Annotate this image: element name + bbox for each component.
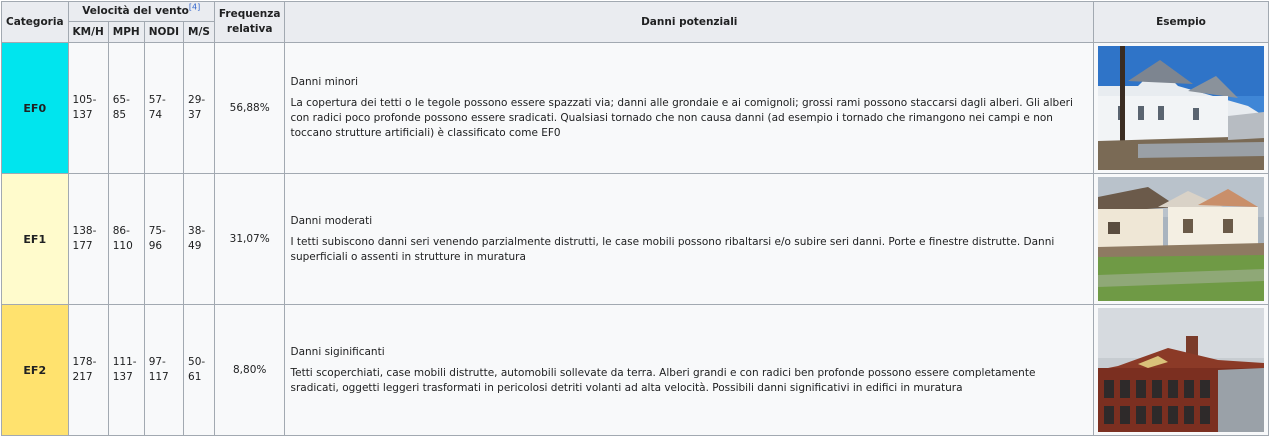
speed-nodi: 75-96 — [144, 174, 183, 305]
table-row — [2, 305, 1269, 436]
header-unit-kmh: KM/H — [68, 22, 108, 43]
category-cell: EF2 — [2, 305, 69, 436]
damage-title: Danni minori — [290, 76, 359, 88]
header-velocita-label: Velocità del vento — [82, 5, 189, 17]
category-cell: EF0 — [2, 43, 69, 174]
frequency-cell: 31,07% — [214, 174, 285, 305]
reference-link[interactable]: [4] — [188, 2, 201, 12]
header-frequenza — [214, 2, 285, 43]
example-cell — [1094, 43, 1269, 174]
damage-description: La copertura dei tetti o le tegole possono essere spazzati via; danni alle grondaie e ai comignoli; grossi rami possono staccarsi dagli alberi. Gli alberi con radici poco profonde possono essere sradicati. Qualsiasi tornado che non causa danni (ad esempio i tornado che rimangono nei campi e non toccano strutture artificiali) è classificato come EF0 — [290, 97, 1073, 139]
damage-cell — [285, 305, 1094, 436]
header-frequenza-line2: relativa — [226, 23, 273, 35]
table-row — [2, 174, 1269, 305]
header-esempio: Esempio — [1094, 2, 1269, 43]
church-photo[interactable] — [1098, 46, 1264, 170]
speed-mph: 65-85 — [108, 43, 144, 174]
header-frequenza-line1: Frequenza — [218, 8, 281, 20]
damage-description: Tetti scoperchiati, case mobili distrutte, automobili sollevate da terra. Alberi grandi e con radici ben profonde possono essere completamente sradicati, oggetti leggeri trasformati in pericolosi detriti volanti ad alta velocità. Possibili danni significativi in edifici in muratura — [290, 366, 1036, 394]
speed-ms: 38-49 — [184, 174, 215, 305]
header-categoria: Categoria — [2, 2, 69, 43]
speed-ms: 29-37 — [184, 43, 215, 174]
speed-kmh: 105-137 — [68, 43, 108, 174]
damage-title: Danni siginificanti — [290, 345, 385, 358]
frequency-cell: 8,80% — [214, 305, 285, 436]
header-velocita — [68, 2, 214, 22]
damage-description: I tetti subiscono danni seri venendo parzialmente distrutti, le case mobili possono ribaltarsi e/o subire seri danni. Porte e finestre distrutte. Danni superficiali o assenti in strutture in muratura — [290, 235, 1055, 263]
header-unit-ms: M/S — [184, 22, 215, 43]
example-cell — [1094, 174, 1269, 305]
damage-title: Danni moderati — [290, 214, 373, 227]
enhanced-fujita-table — [1, 1, 1269, 436]
speed-nodi: 97-117 — [144, 305, 183, 436]
header-unit-mph: MPH — [108, 22, 144, 43]
header-danni: Danni potenziali — [285, 2, 1094, 43]
category-cell: EF1 — [2, 174, 69, 305]
damage-cell — [285, 43, 1094, 174]
speed-ms: 50-61 — [184, 305, 215, 436]
example-cell — [1094, 305, 1269, 436]
speed-mph: 111-137 — [108, 305, 144, 436]
header-unit-nodi: NODI — [144, 22, 183, 43]
speed-kmh: 138-177 — [68, 174, 108, 305]
brick-building-photo[interactable] — [1098, 308, 1264, 432]
frequency-cell: 56,88% — [214, 43, 285, 174]
damage-cell — [285, 174, 1094, 305]
speed-kmh: 178-217 — [68, 305, 108, 436]
house-photo[interactable] — [1098, 177, 1264, 301]
speed-nodi: 57-74 — [144, 43, 183, 174]
table-row — [2, 43, 1269, 174]
speed-mph: 86-110 — [108, 174, 144, 305]
